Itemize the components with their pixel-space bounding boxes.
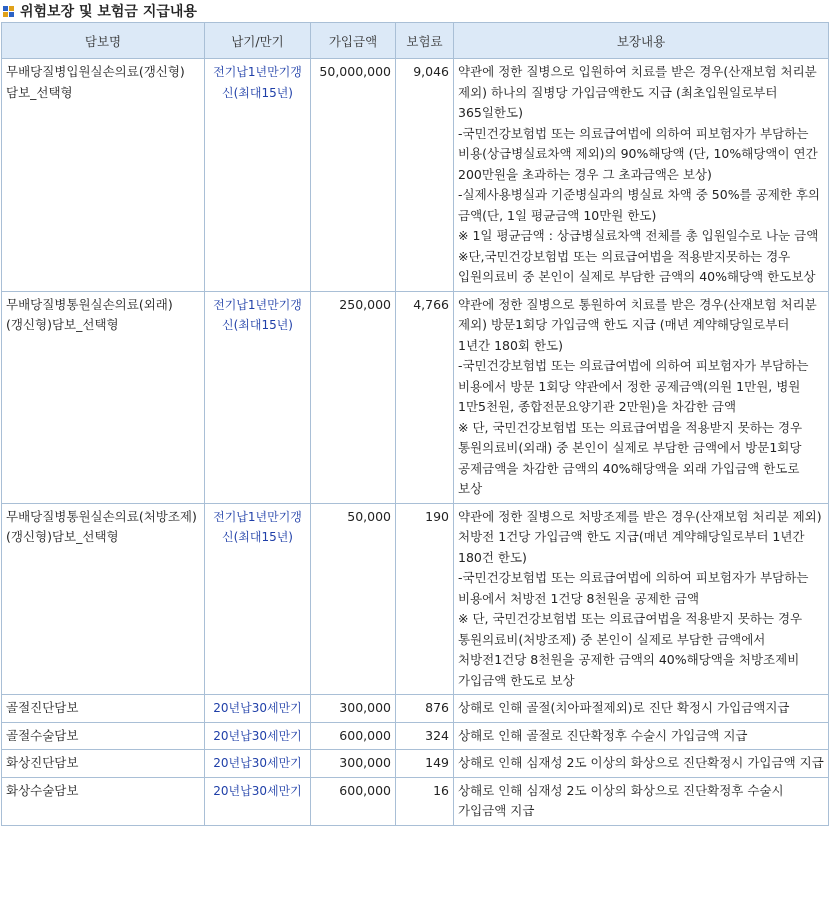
coverage-name: 골절수술담보 xyxy=(2,722,205,750)
section-header xyxy=(0,0,830,22)
coverage-description xyxy=(454,777,829,825)
coverage-name: 무배당질병입원실손의료(갱신형)담보_선택형 xyxy=(2,59,205,292)
coverage-description xyxy=(454,695,829,723)
coverage-amount: 300,000 xyxy=(311,695,396,723)
description-line: -국민건강보험법 또는 의료급여법에 의하여 피보험자가 부담하는 비용(상급병실료차액 제외)의 90%해당액 (단, 10%해당액이 연간 200만원을 초과하는 경우 그 초과금액은 보상) xyxy=(458,125,818,182)
coverage-premium: 9,046 xyxy=(396,59,454,292)
description-line: ※단,국민건강보험법 또는 의료급여법을 적용받지못하는 경우 입원의료비 중 본인이 실제로 부담한 금액의 40%해당액 한도보상 xyxy=(458,248,816,284)
coverage-term: 전기납1년만기갱신(최대15년) xyxy=(205,291,311,503)
coverage-premium: 876 xyxy=(396,695,454,723)
coverage-amount: 300,000 xyxy=(311,750,396,778)
table-row xyxy=(2,695,829,723)
coverage-term: 20년납30세만기 xyxy=(205,777,311,825)
coverage-description xyxy=(454,59,829,292)
coverage-description xyxy=(454,750,829,778)
coverage-term: 20년납30세만기 xyxy=(205,722,311,750)
header-term: 납기/만기 xyxy=(205,23,311,59)
table-row xyxy=(2,291,829,503)
coverage-amount: 50,000,000 xyxy=(311,59,396,292)
description-line: ※ 1일 평균금액 : 상급병실료차액 전체를 총 입원일수로 나눈 금액 xyxy=(458,228,819,243)
coverage-premium: 16 xyxy=(396,777,454,825)
header-premium: 보험료 xyxy=(396,23,454,59)
coverage-premium: 324 xyxy=(396,722,454,750)
description-line: 약관에 정한 질병으로 입원하여 치료를 받은 경우(산재보험 처리분 제외) 하나의 질병당 가입금액한도 지급 (최초입원일로부터 365일한도) xyxy=(458,64,817,120)
table-row xyxy=(2,722,829,750)
coverage-name: 무배당질병통원실손의료(외래)(갱신형)담보_선택형 xyxy=(2,291,205,503)
description-line: 상해로 인해 골절(치아파절제외)로 진단 확정시 가입금액지급 xyxy=(458,700,790,715)
table-row xyxy=(2,503,829,695)
description-line: -국민건강보험법 또는 의료급여법에 의하여 피보험자가 부담하는 비용에서 처방전 1건당 8천원을 공제한 금액 xyxy=(458,570,809,606)
coverage-amount: 50,000 xyxy=(311,503,396,695)
table-row xyxy=(2,777,829,825)
coverage-name: 화상진단담보 xyxy=(2,750,205,778)
coverage-description xyxy=(454,291,829,503)
section-title: 위험보장 및 보험금 지급내용 xyxy=(20,4,197,20)
description-line: 상해로 인해 심재성 2도 이상의 화상으로 진단확정후 수술시 가입금액 지급 xyxy=(458,782,784,818)
coverage-amount: 250,000 xyxy=(311,291,396,503)
description-line: ※ 단, 국민건강보험법 또는 의료급여법을 적용받지 못하는 경우 통원의료비(처방조제) 중 본인이 실제로 부담한 금액에서 처방전1건당 8천원을 공제한 금액의 40%해당액을 처방조제비 가입금액 한도로 보상 xyxy=(458,611,803,688)
coverage-term: 20년납30세만기 xyxy=(205,695,311,723)
coverage-amount: 600,000 xyxy=(311,722,396,750)
coverage-term: 전기납1년만기갱신(최대15년) xyxy=(205,59,311,292)
description-line: -국민건강보험법 또는 의료급여법에 의하여 피보험자가 부담하는 비용에서 방문 1회당 약관에서 정한 공제금액(의원 1만원, 병원 1만5천원, 종합전문요양기관 2만원)을 차감한 금액 xyxy=(458,358,809,414)
coverage-name: 무배당질병통원실손의료(처방조제)(갱신형)담보_선택형 xyxy=(2,503,205,695)
bullet-squares-icon xyxy=(3,6,14,17)
coverage-term: 전기납1년만기갱신(최대15년) xyxy=(205,503,311,695)
description-line: ※ 단, 국민건강보험법 또는 의료급여법을 적용받지 못하는 경우 통원의료비(외래) 중 본인이 실제로 부담한 금액에서 방문1회당 공제금액을 차감한 금액의 40%해당액을 외래 가입금액 한도로 보상 xyxy=(458,419,803,496)
description-line: 약관에 정한 질병으로 통원하여 치료를 받은 경우(산재보험 처리분 제외) 방문1회당 가입금액 한도 지급 (매년 계약해당일로부터 1년간 180회 한도) xyxy=(458,296,817,353)
coverage-premium: 149 xyxy=(396,750,454,778)
coverage-description xyxy=(454,722,829,750)
description-line: 약관에 정한 질병으로 처방조제를 받은 경우(산재보험 처리분 제외) 처방전 1건당 가입금액 한도 지급(매년 계약해당일로부터 1년간 180건 한도) xyxy=(458,508,822,565)
coverage-term: 20년납30세만기 xyxy=(205,750,311,778)
table-row xyxy=(2,59,829,292)
coverage-table xyxy=(1,22,829,826)
coverage-description xyxy=(454,503,829,695)
description-line: 상해로 인해 골절로 진단확정후 수술시 가입금액 지급 xyxy=(458,727,748,743)
description-line: -실제사용병실과 기준병실과의 병실료 차액 중 50%를 공제한 후의 금액(단, 1일 평균금액 10만원 한도) xyxy=(458,187,820,223)
coverage-name: 골절진단담보 xyxy=(2,695,205,723)
description-line: 상해로 인해 심재성 2도 이상의 화상으로 진단확정시 가입금액 지급 xyxy=(458,755,824,770)
header-description: 보장내용 xyxy=(454,23,829,59)
header-amount: 가입금액 xyxy=(311,23,396,59)
table-row xyxy=(2,750,829,778)
coverage-premium: 190 xyxy=(396,503,454,695)
coverage-premium: 4,766 xyxy=(396,291,454,503)
coverage-name: 화상수술담보 xyxy=(2,777,205,825)
table-header-row xyxy=(2,23,829,59)
coverage-amount: 600,000 xyxy=(311,777,396,825)
header-coverage-name: 담보명 xyxy=(2,23,205,59)
